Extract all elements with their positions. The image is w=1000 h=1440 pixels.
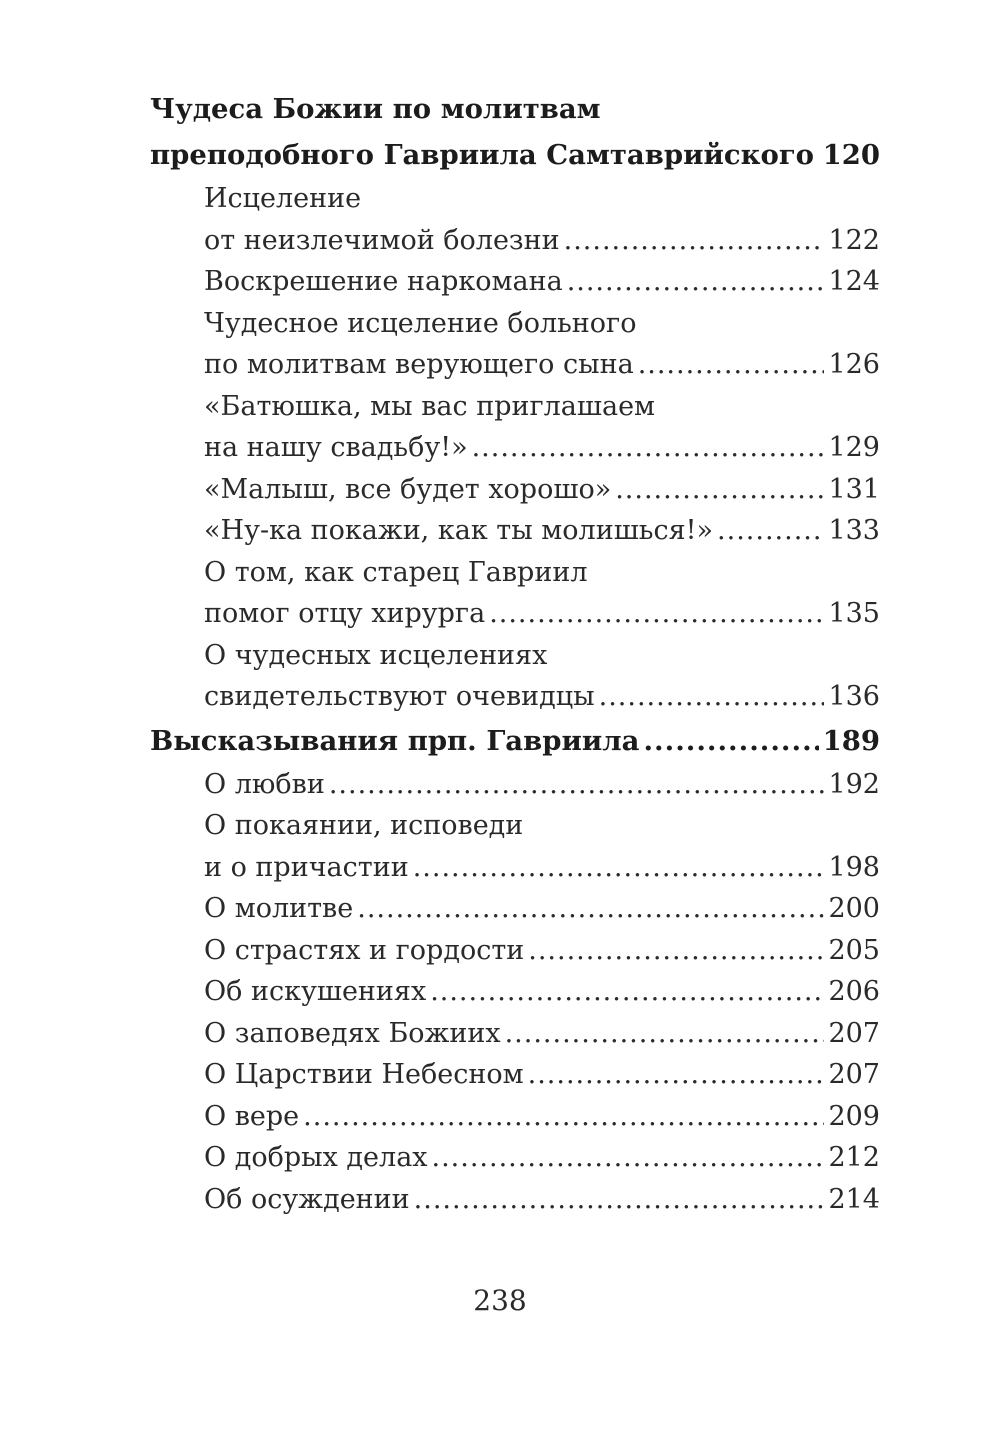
entry-leader-line xyxy=(204,344,880,386)
dot-leader xyxy=(599,676,825,718)
entry-page-number: 129 xyxy=(828,432,880,463)
entry-leader-line xyxy=(204,220,880,262)
entry-leader-line xyxy=(204,510,880,552)
entry-title-line: О добрых делах xyxy=(204,1142,428,1173)
entry-leader-line xyxy=(204,971,880,1013)
entry-leader-line xyxy=(204,764,880,806)
entry-page-number: 200 xyxy=(828,893,880,924)
dot-leader xyxy=(528,930,824,972)
entry-title-line: О вере xyxy=(204,1100,300,1132)
entry-page-number: 207 xyxy=(828,1017,880,1049)
dot-leader xyxy=(472,427,825,469)
section-heading-line: Высказывания прп. Гавриила xyxy=(150,724,640,757)
entry-title-line: О заповедях Божиих xyxy=(204,1017,501,1049)
toc-entry xyxy=(150,261,880,303)
entry-leader-line xyxy=(204,1137,880,1179)
entry-title-line: «Малыш, все будет хорошо» xyxy=(204,473,612,505)
entry-title-line: «Батюшка, мы вас приглашаем xyxy=(204,390,656,422)
toc-entry xyxy=(150,303,880,386)
entry-page-number: 192 xyxy=(828,768,880,800)
entry-page-number: 212 xyxy=(828,1142,880,1173)
entry-leader-line xyxy=(204,930,880,972)
toc-entry xyxy=(150,552,880,635)
entry-title-line: О молитве xyxy=(204,893,354,924)
dot-leader xyxy=(413,847,825,889)
toc-entry xyxy=(150,1013,880,1055)
toc-entry xyxy=(150,764,880,806)
entry-leader-line xyxy=(204,1179,880,1221)
entry-title-line: О Царствии Небесном xyxy=(204,1059,524,1090)
entry-title-line: Чудесное исцеление больного xyxy=(204,307,637,339)
entry-title-line: О покаянии, исповеди xyxy=(204,810,524,841)
page-number: 238 xyxy=(473,1284,527,1317)
entry-title-line: Об искушениях xyxy=(204,976,427,1007)
entry-leader-line xyxy=(204,593,880,635)
section-heading-leader-line xyxy=(150,718,880,764)
toc-entry xyxy=(150,510,880,552)
dot-leader xyxy=(303,1096,824,1138)
entry-leader-line xyxy=(204,1054,880,1096)
entry-page-number: 198 xyxy=(828,851,880,883)
entry-leader-line xyxy=(204,261,880,303)
entry-page-number: 206 xyxy=(828,976,880,1007)
entry-title-line: и о причастии xyxy=(204,851,409,883)
entry-title-line: на нашу свадьбу!» xyxy=(204,432,468,463)
dot-leader xyxy=(528,1054,825,1096)
dot-leader xyxy=(564,220,825,262)
section-heading xyxy=(150,718,880,764)
entry-page-number: 126 xyxy=(828,349,880,380)
toc-entry xyxy=(150,1054,880,1096)
entry-title-line: Об осуждении xyxy=(204,1183,410,1215)
toc-entry xyxy=(150,1137,880,1179)
dot-leader xyxy=(818,132,819,178)
toc-section-sayings xyxy=(150,718,880,1221)
dot-leader xyxy=(615,469,824,511)
entry-title-line: О любви xyxy=(204,768,325,800)
toc-entry xyxy=(150,1096,880,1138)
entry-title-line: Исцеление xyxy=(204,183,362,214)
dot-leader xyxy=(414,1179,825,1221)
toc-entry xyxy=(150,635,880,718)
dot-leader xyxy=(567,261,825,303)
entry-page-number: 124 xyxy=(828,266,880,297)
dot-leader xyxy=(638,344,825,386)
toc-entry xyxy=(150,888,880,930)
entry-leader-line xyxy=(204,676,880,718)
entry-leader-line xyxy=(204,1096,880,1138)
entry-page-number: 205 xyxy=(828,934,880,966)
entry-title-line: помог отцу хирурга xyxy=(204,598,486,629)
dot-leader xyxy=(357,888,824,930)
section-page-number: 189 xyxy=(822,724,880,757)
toc-entry xyxy=(150,971,880,1013)
section-heading xyxy=(150,86,880,178)
toc-entry xyxy=(150,1179,880,1221)
entry-title-line: О чудесных исцелениях xyxy=(204,639,548,671)
entry-title-line: по молитвам верующего сына xyxy=(204,349,634,380)
dot-leader xyxy=(505,1013,825,1055)
entry-title-line: от неизлечимой болезни xyxy=(204,224,560,256)
dot-leader xyxy=(329,764,825,806)
dot-leader xyxy=(643,718,818,764)
section-heading-line: Чудеса Божии по молитвам xyxy=(150,93,601,125)
dot-leader xyxy=(432,1137,825,1179)
entry-leader-line xyxy=(204,469,880,511)
dot-leader xyxy=(717,510,824,552)
entry-page-number: 122 xyxy=(828,224,880,256)
entry-page-number: 209 xyxy=(828,1100,880,1132)
entry-leader-line xyxy=(204,888,880,930)
toc-entry xyxy=(150,469,880,511)
entry-leader-line xyxy=(204,847,880,889)
section-heading-leader-line xyxy=(150,132,880,178)
toc-entry xyxy=(150,386,880,469)
entry-page-number: 135 xyxy=(828,598,880,629)
section-page-number: 120 xyxy=(822,139,880,171)
entry-title-line: О страстях и гордости xyxy=(204,934,525,966)
entry-title-line: «Ну-ка покажи, как ты молишься!» xyxy=(204,515,714,546)
entry-page-number: 214 xyxy=(828,1183,880,1215)
toc-entry xyxy=(150,178,880,261)
entry-title-line: Воскрешение наркомана xyxy=(204,266,563,297)
entry-leader-line xyxy=(204,1013,880,1055)
entry-leader-line xyxy=(204,427,880,469)
toc-entry xyxy=(150,930,880,972)
toc-entry xyxy=(150,805,880,888)
entry-title-line: О том, как старец Гавриил xyxy=(204,556,588,588)
entry-page-number: 207 xyxy=(828,1059,880,1090)
toc-section-miracles xyxy=(150,86,880,718)
section-heading-line: преподобного Гавриила Самтаврийского xyxy=(150,139,815,171)
dot-leader xyxy=(430,971,824,1013)
entry-page-number: 133 xyxy=(828,515,880,546)
entry-title-line: свидетельствуют очевидцы xyxy=(204,681,595,712)
entry-page-number: 136 xyxy=(828,681,880,712)
entry-page-number: 131 xyxy=(828,473,880,505)
dot-leader xyxy=(489,593,824,635)
table-of-contents xyxy=(150,86,880,1220)
